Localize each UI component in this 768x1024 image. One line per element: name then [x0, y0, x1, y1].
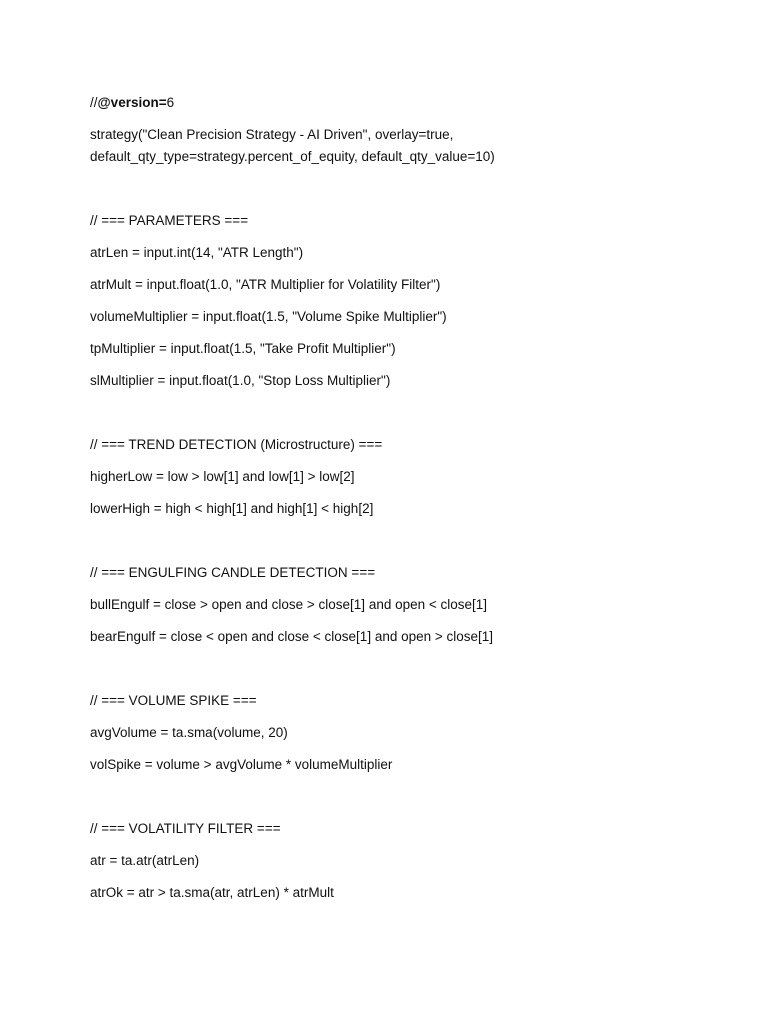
version-value: 6	[166, 95, 175, 110]
volume-multiplier-line: volumeMultiplier = input.float(1.5, "Volume Spike Multiplier")	[90, 309, 447, 324]
volatility-comment: // === VOLATILITY FILTER ===	[90, 821, 281, 836]
vol-spike-line: volSpike = volume > avgVolume * volumeMultiplier	[90, 757, 393, 772]
lower-high-line: lowerHigh = high < high[1] and high[1] < high[2]	[90, 501, 374, 516]
parameters-comment: // === PARAMETERS ===	[90, 213, 249, 228]
sl-multiplier-line: slMultiplier = input.float(1.0, "Stop Loss Multiplier")	[90, 373, 391, 388]
avg-volume-line: avgVolume = ta.sma(volume, 20)	[90, 725, 288, 740]
bear-engulf-line: bearEngulf = close < open and close < close[1] and open > close[1]	[90, 629, 494, 644]
engulfing-comment: // === ENGULFING CANDLE DETECTION ===	[90, 565, 376, 580]
atr-ok-line: atrOk = atr > ta.sma(atr, atrLen) * atrMult	[90, 885, 334, 900]
strategy-line-1: strategy("Clean Precision Strategy - AI Driven", overlay=true,	[90, 127, 454, 142]
trend-comment: // === TREND DETECTION (Microstructure) ===	[90, 437, 383, 452]
bull-engulf-line: bullEngulf = close > open and close > close[1] and open < close[1]	[90, 597, 488, 612]
version-line	[90, 94, 174, 112]
version-prefix: //	[90, 95, 98, 110]
volume-spike-comment: // === VOLUME SPIKE ===	[90, 693, 257, 708]
strategy-line-2: default_qty_type=strategy.percent_of_equity, default_qty_value=10)	[90, 149, 495, 164]
atr-multiplier-line: atrMult = input.float(1.0, "ATR Multiplier for Volatility Filter")	[90, 277, 441, 292]
tp-multiplier-line: tpMultiplier = input.float(1.5, "Take Profit Multiplier")	[90, 341, 396, 356]
higher-low-line: higherLow = low > low[1] and low[1] > low[2]	[90, 469, 355, 484]
atr-length-line: atrLen = input.int(14, "ATR Length")	[90, 245, 304, 260]
atr-line: atr = ta.atr(atrLen)	[90, 853, 200, 868]
version-key: @version=	[97, 95, 167, 110]
